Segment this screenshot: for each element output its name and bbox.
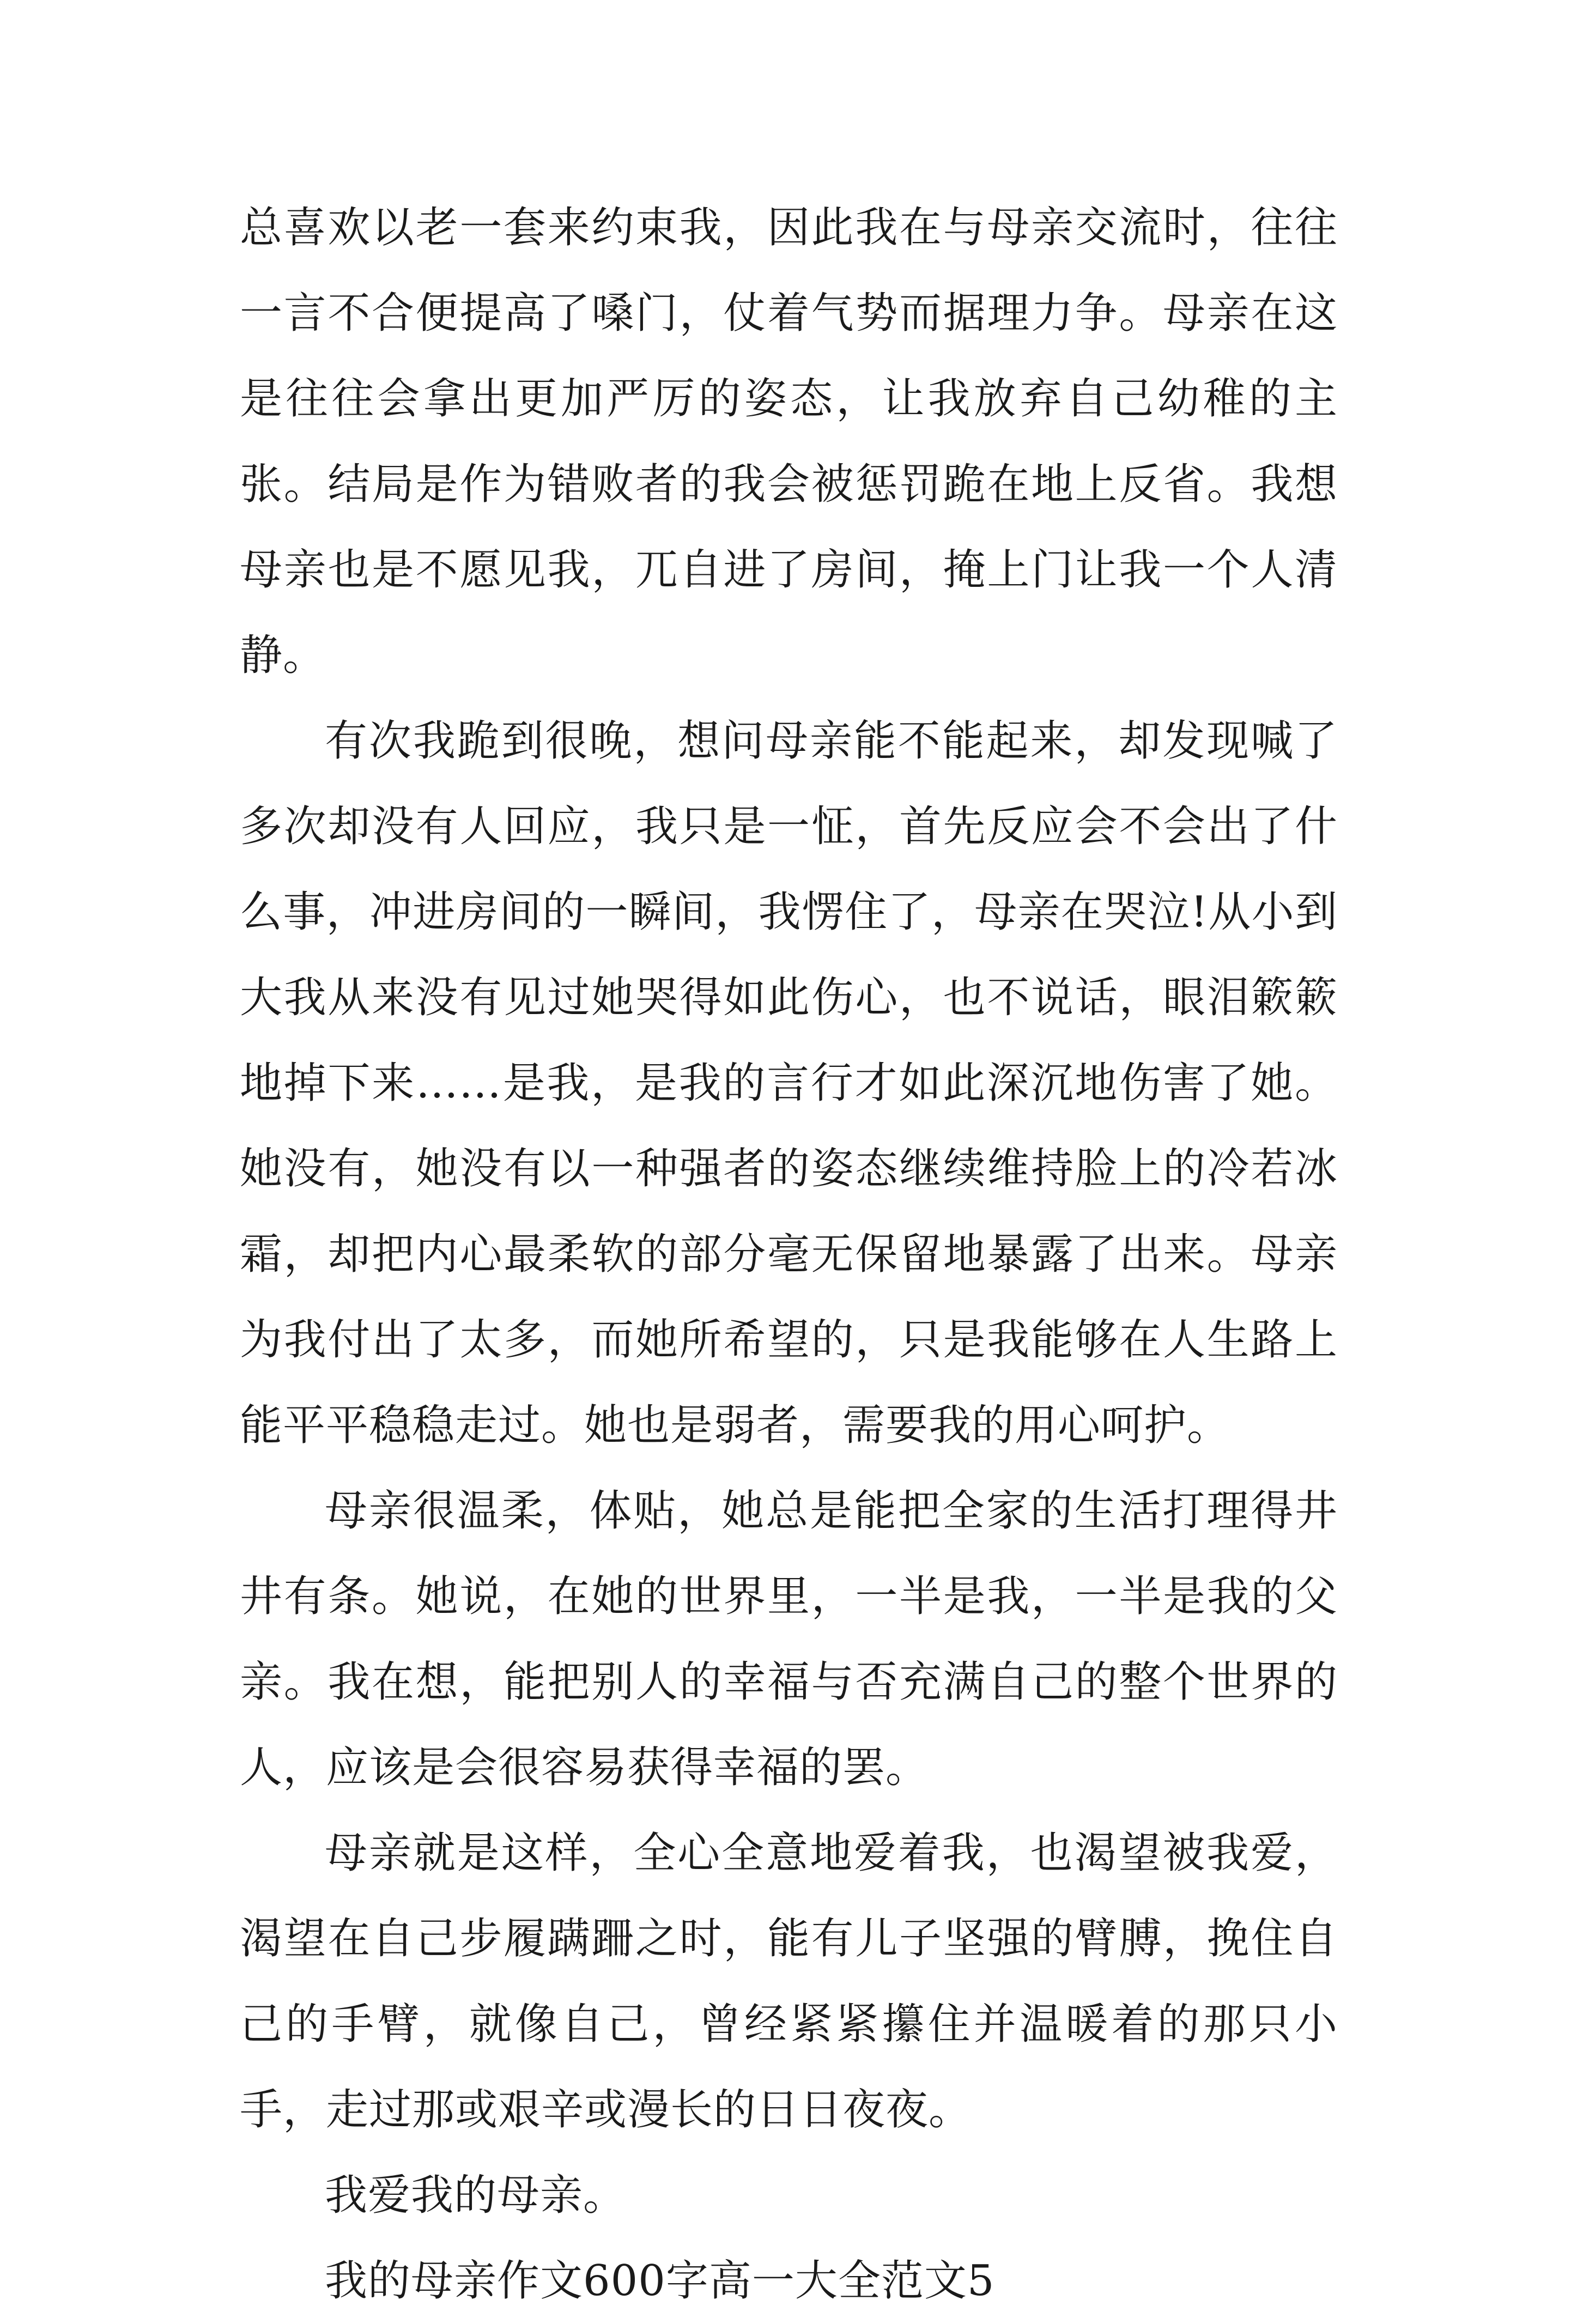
paragraph: 母亲很温柔，体贴，她总是能把全家的生活打理得井井有条。她说，在她的世界里，一半是我，一半是我的父亲。我在想，能把别人的幸福与否充满自己的整个世界的人，应该是会很容易获得幸福的罢。 <box>240 1486 1338 1792</box>
paragraph: 母亲就是这样，全心全意地爱着我，也渴望被我爱，渴望在自己步履蹒跚之时，能有儿子坚强的臂膊，挽住自己的手臂，就像自己，曾经紧紧攥住并温暖着的那只小手，走过那或艰辛或漫长的日日夜夜。 <box>240 1829 1338 2134</box>
paragraph-continuation: 总喜欢以老一套来约束我，因此我在与母亲交流时，往往一言不合便提高了嗓门，仗着气势而据理力争。母亲在这是往往会拿出更加严厉的姿态，让我放弃自己幼稚的主张。结局是作为错败者的我会被惩罚跪在地上反省。我想母亲也是不愿见我，兀自进了房间，掩上门让我一个人清静。 <box>240 203 1338 680</box>
section-heading: 我的母亲作文600字高一大全范文5 <box>325 2256 995 2305</box>
paragraph: 我爱我的母亲。 <box>325 2171 627 2220</box>
paragraph: 有次我跪到很晚，想问母亲能不能起来，却发现喊了多次却没有人回应，我只是一怔，首先反应会不会出了什么事，冲进房间的一瞬间，我愣住了，母亲在哭泣!从小到大我从来没有见过她哭得如此伤心，也不说话，眼泪簌簌地掉下来……是我，是我的言行才如此深沉地伤害了她。她没有，她没有以一种强者的姿态继续维持脸上的冷若冰霜，却把内心最柔软的部分毫无保留地暴露了出来。母亲为我付出了太多，而她所希望的，只是我能够在人生路上能平平稳稳走过。她也是弱者，需要我的用心呵护。 <box>240 717 1338 1450</box>
document-body <box>240 185 1338 2324</box>
